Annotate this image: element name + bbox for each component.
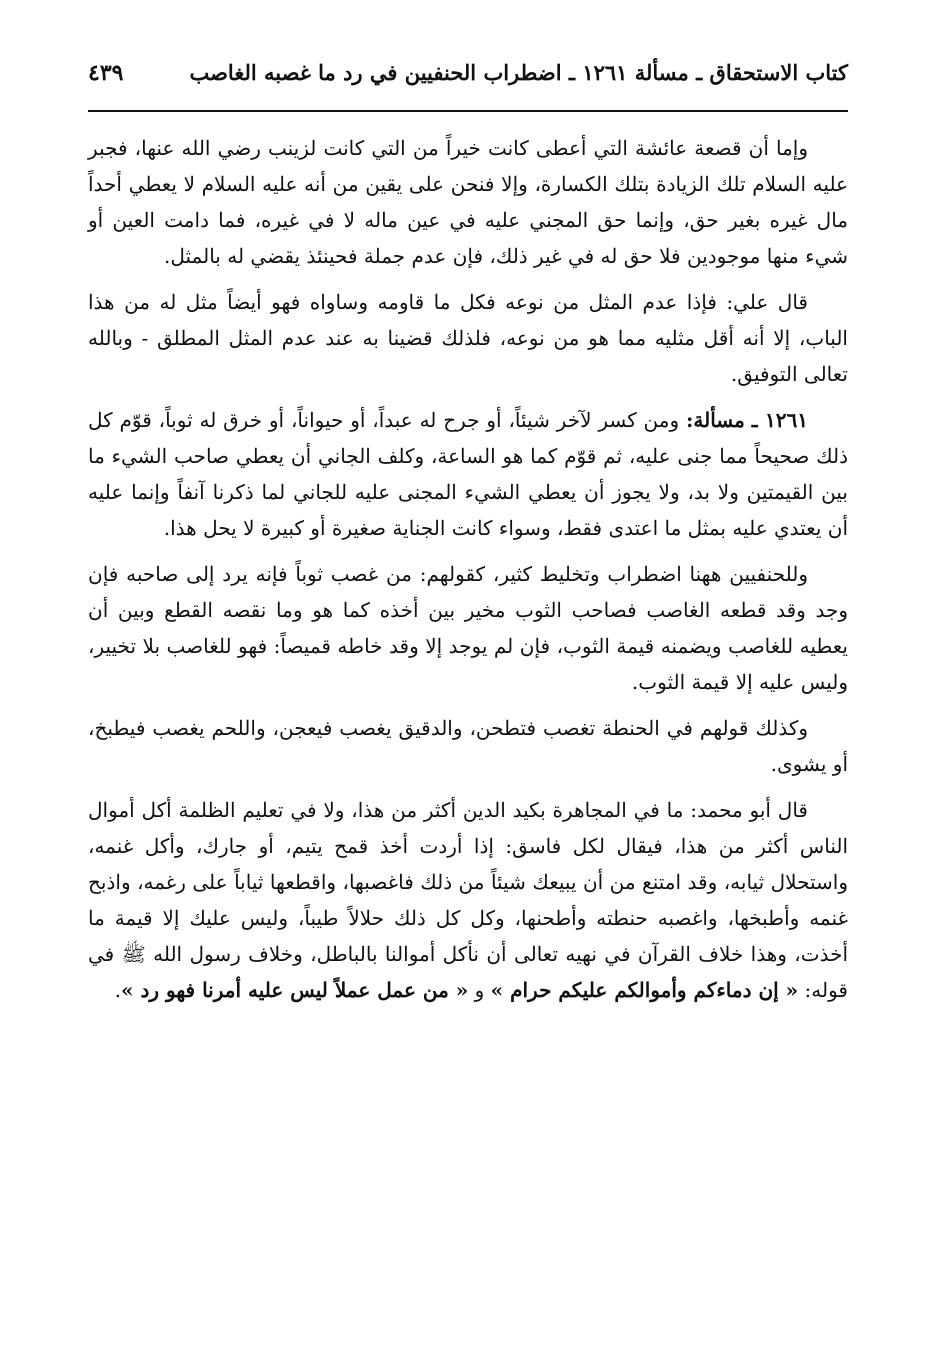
paragraph-text: وإما أن قصعة عائشة التي أعطى كانت خيراً من التي كانت لزينب رضي الله عنها، فجبر عليه السلام تلك الزيادة بتلك الكسارة، وإلا فنحن على يقين من أنه عليه السلام لا يعطي أحداً مال غيره بغير حق، وإنما حق المجني عليه في عين ماله لا في غيره، فما دامت العين أو شيء منها موجودين فلا حق له في غير ذلك، فإن عدم جملة فحينئذ يقضي له بالمثل. [88,136,848,268]
issue-label: مسألة: [686,408,745,432]
paragraph-text: وللحنفيين ههنا اضطراب وتخليط كثير، كقولهم: من غصب ثوباً فإنه يرد إلى صاحبه فإن وجد وقد قطعه الغاصب فصاحب الثوب مخير بين أخذه كما هو وما نقصه القطع وبين أن يعطيه للغاصب ويضمنه قيمة الثوب، فإن لم يوجد إلا وقد خاطه قميصاً: فهو للغاصب بلا تخيير، وليس عليه إلا قيمة الثوب. [88,562,848,694]
paragraph-text: قال أبو محمد: ما في المجاهرة بكيد الدين أكثر من هذا، ولا في تعليم الظلمة أكل أموال الناس أكثر من هذا، فيقال لكل فاسق: إذا أردت أخذ قمح يتيم، أو جارك، وأكل غنمه، واستحلال ثيابه، وقد امتنع من أن يبيعك شيئاً من ذلك فاغصبها، واقطعها ثياباً على رغمه، واذبح غنمه وأطبخها، واغصبه حنطته وأطحنها، وكل كل ذلك حلالاً طيباً، وليس عليك إلا قيمة ما أخذت، وهذا خلاف القرآن في نهيه تعالى أن نأكل أموالنا بالباطل، وخلاف رسول الله ﷺ في قوله: [88,798,848,1002]
paragraph-end: . [114,978,121,1002]
hadith-quote-1: « إن دماءكم وأموالكم عليكم حرام » [490,978,799,1002]
paragraph-1 [88,130,848,274]
paragraph-text: ومن كسر لآخر شيئاً، أو جرح له عبداً، أو حيواناً، أو خرق له ثوباً، قوّم كل ذلك صحيحاً مما جنى عليه، ثم قوّم كما هو الساعة، وكلف الجاني أن يعطي صاحب الشيء ما بين القيمتين ولا بد، ولا يجوز أن يعطي الشيء المجنى عليه للجاني لما ذكرنا آنفاً وإنما عليه أن يعتدي عليه بمثل ما اعتدى فقط، وسواء كانت الجناية صغيرة أو كبيرة لا يحل هذا. [88,408,848,540]
paragraph-2 [88,284,848,392]
paragraph-5 [88,710,848,782]
header-title: كتاب الاستحقاق ـ مسألة ١٢٦١ ـ اضطراب الحنفيين في رد ما غصبه الغاصب [189,60,848,85]
running-header [88,52,848,98]
header-rule [88,110,848,112]
paragraph-text: قال علي: فإذا عدم المثل من نوعه فكل ما قاومه وساواه فهو أيضاً مثل له من هذا الباب، إلا أنه أقل مثليه مما هو من نوعه، فلذلك قضينا به عند عدم المثل المطلق - وبالله تعالى التوفيق. [88,290,848,386]
quote-joiner: و [474,978,485,1002]
paragraph-4 [88,556,848,700]
paragraph-text: وكذلك قولهم في الحنطة تغصب فتطحن، والدقيق يغصب فيعجن، واللحم يغصب فيطبخ، أو يشوى. [88,716,848,776]
paragraph-3 [88,402,848,546]
body-text [88,130,848,1018]
page-number: ٤٣٩ [88,60,124,86]
issue-number: ١٢٦١ ـ [751,408,808,432]
hadith-quote-2: « من عمل عملاً ليس عليه أمرنا فهو رد » [121,978,469,1002]
paragraph-6 [88,792,848,1008]
